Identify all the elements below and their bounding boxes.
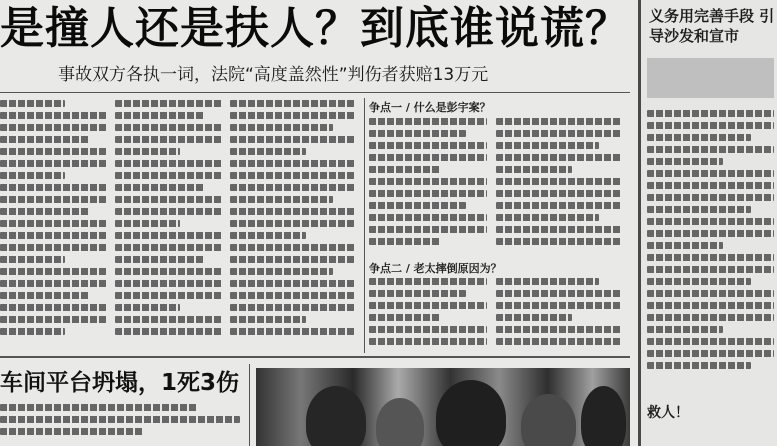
main-headline: 是撞人还是扶人？到底谁说谎？ [0, 3, 630, 54]
bottom-article-snippet [0, 404, 240, 446]
sidebar-title: 义务用完善手段 引导沙发和宣市 [649, 7, 775, 45]
article-column-7 [496, 278, 622, 348]
bottom-headline: 车间平台坍塌，1死3伤 [0, 370, 240, 396]
article-column-2 [115, 100, 223, 340]
photo-divider [249, 364, 250, 446]
article-column-4 [369, 118, 487, 256]
section-divider [0, 356, 630, 358]
subheadline: 事故双方各执一词，法院“高度盖然性”判伤者获赔13万元 [58, 65, 489, 85]
top-divider [0, 92, 630, 93]
sidebar-column [638, 0, 777, 446]
column-divider [364, 98, 365, 353]
section-heading-2: 争点二 / 老太摔倒原因为？ [369, 262, 502, 275]
sidebar-footer: 救人！ [647, 405, 689, 421]
article-column-6 [369, 278, 487, 348]
article-column-3 [230, 100, 356, 340]
news-photo [256, 368, 630, 446]
sidebar-image-block [647, 58, 774, 98]
section-heading-1: 争点一 / 什么是彭宇案？ [369, 101, 491, 114]
sidebar-article [647, 110, 774, 380]
article-column-1 [0, 100, 108, 340]
article-column-5 [496, 118, 622, 256]
